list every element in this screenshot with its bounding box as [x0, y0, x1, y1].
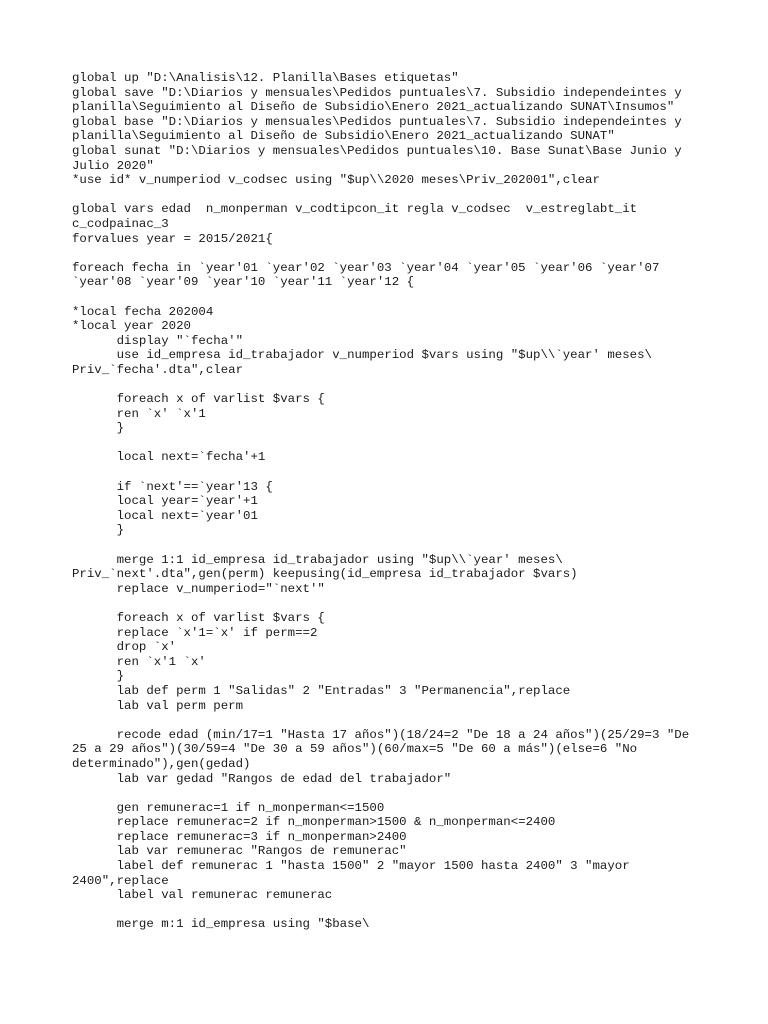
code-line: global save "D:\Diarios y mensuales\Pedidos puntuales\7. Subsidio independeintes y — [72, 85, 682, 100]
code-line — [72, 713, 702, 728]
code-line — [72, 538, 702, 553]
code-line: foreach x of varlist $vars { — [72, 610, 325, 625]
code-line: global sunat "D:\Diarios y mensuales\Pedidos puntuales\10. Base Sunat\Base Junio y — [72, 143, 682, 158]
code-line: global base "D:\Diarios y mensuales\Pedidos puntuales\7. Subsidio independeintes y — [72, 114, 682, 129]
code-line — [72, 246, 702, 261]
code-line: forvalues year = 2015/2021{ — [72, 231, 273, 246]
code-line: Julio 2020" — [72, 158, 154, 173]
code-line: determinado"),gen(gedad) — [72, 756, 251, 771]
code-line: } — [72, 421, 125, 436]
code-line: } — [72, 523, 125, 538]
code-line — [72, 786, 702, 801]
code-line: global vars edad n_monperman v_codtipcon_it regla v_codsec v_estreglabt_it — [72, 202, 638, 217]
code-line: local next=`year'01 — [72, 508, 258, 523]
code-line: *use id* v_numperiod v_codsec using "$up\\2020 meses\Priv_202001",clear — [72, 173, 600, 188]
code-line — [72, 436, 702, 451]
code-line — [72, 290, 702, 305]
code-line: display "`fecha'" — [72, 333, 244, 348]
code-line: *local year 2020 — [72, 319, 191, 334]
code-line: 25 a 29 años")(30/59=4 "De 30 a 59 años")(60/max=5 "De 60 a más")(else=6 "No — [72, 742, 638, 757]
code-line: lab def perm 1 "Salidas" 2 "Entradas" 3 "Permanencia",replace — [72, 683, 571, 698]
code-line: lab var gedad "Rangos de edad del trabajador" — [72, 771, 452, 786]
code-line: } — [72, 669, 125, 684]
code-line: 2400",replace — [72, 873, 169, 888]
code-line: lab var remunerac "Rangos de remunerac" — [72, 844, 407, 859]
code-line: Priv_`fecha'.dta",clear — [72, 362, 244, 377]
code-line: Priv_`next'.dta",gen(perm) keepusing(id_empresa id_trabajador $vars) — [72, 567, 578, 582]
code-line: drop `x' — [72, 640, 177, 655]
code-line: planilla\Seguimiento al Diseño de Subsidio\Enero 2021_actualizando SUNAT\Insumos" — [72, 100, 675, 115]
code-line: ren `x' `x'1 — [72, 406, 206, 421]
code-line — [72, 377, 702, 392]
code-line: recode edad (min/17=1 "Hasta 17 años")(18/24=2 "De 18 a 24 años")(25/29=3 "De — [72, 727, 690, 742]
code-line — [72, 465, 702, 480]
code-line — [72, 903, 702, 918]
code-line: replace v_numperiod="`next'" — [72, 581, 325, 596]
code-line — [72, 596, 702, 611]
code-line: local year=`year'+1 — [72, 494, 258, 509]
code-line: foreach fecha in `year'01 `year'02 `year'03 `year'04 `year'05 `year'06 `year'07 — [72, 260, 660, 275]
code-line: global up "D:\Analisis\12. Planilla\Bases etiquetas" — [72, 71, 459, 85]
code-line: lab val perm perm — [72, 698, 244, 713]
code-line: replace `x'1=`x' if perm==2 — [72, 625, 318, 640]
code-line: planilla\Seguimiento al Diseño de Subsidio\Enero 2021_actualizando SUNAT" — [72, 129, 615, 144]
code-line: replace remunerac=2 if n_monperman>1500 & n_monperman<=2400 — [72, 815, 556, 830]
code-line: label def remunerac 1 "hasta 1500" 2 "mayor 1500 hasta 2400" 3 "mayor — [72, 859, 630, 874]
code-line: gen remunerac=1 if n_monperman<=1500 — [72, 800, 385, 815]
code-line: label val remunerac remunerac — [72, 888, 333, 903]
code-line: if `next'==`year'13 { — [72, 479, 273, 494]
code-line: foreach x of varlist $vars { — [72, 392, 325, 407]
code-line: local next=`fecha'+1 — [72, 450, 266, 465]
code-line: merge 1:1 id_empresa id_trabajador using "$up\\`year' meses\ — [72, 552, 563, 567]
code-line: ren `x'1 `x' — [72, 654, 206, 669]
code-line: `year'08 `year'09 `year'10 `year'11 `year'12 { — [72, 275, 415, 290]
code-line: replace remunerac=3 if n_monperman>2400 — [72, 829, 407, 844]
code-line: use id_empresa id_trabajador v_numperiod $vars using "$up\\`year' meses\ — [72, 348, 652, 363]
code-line — [72, 188, 702, 203]
stata-code-block — [72, 71, 702, 932]
code-line: *local fecha 202004 — [72, 304, 214, 319]
code-line: merge m:1 id_empresa using "$base\ — [72, 917, 370, 932]
code-line: c_codpainac_3 — [72, 216, 169, 231]
